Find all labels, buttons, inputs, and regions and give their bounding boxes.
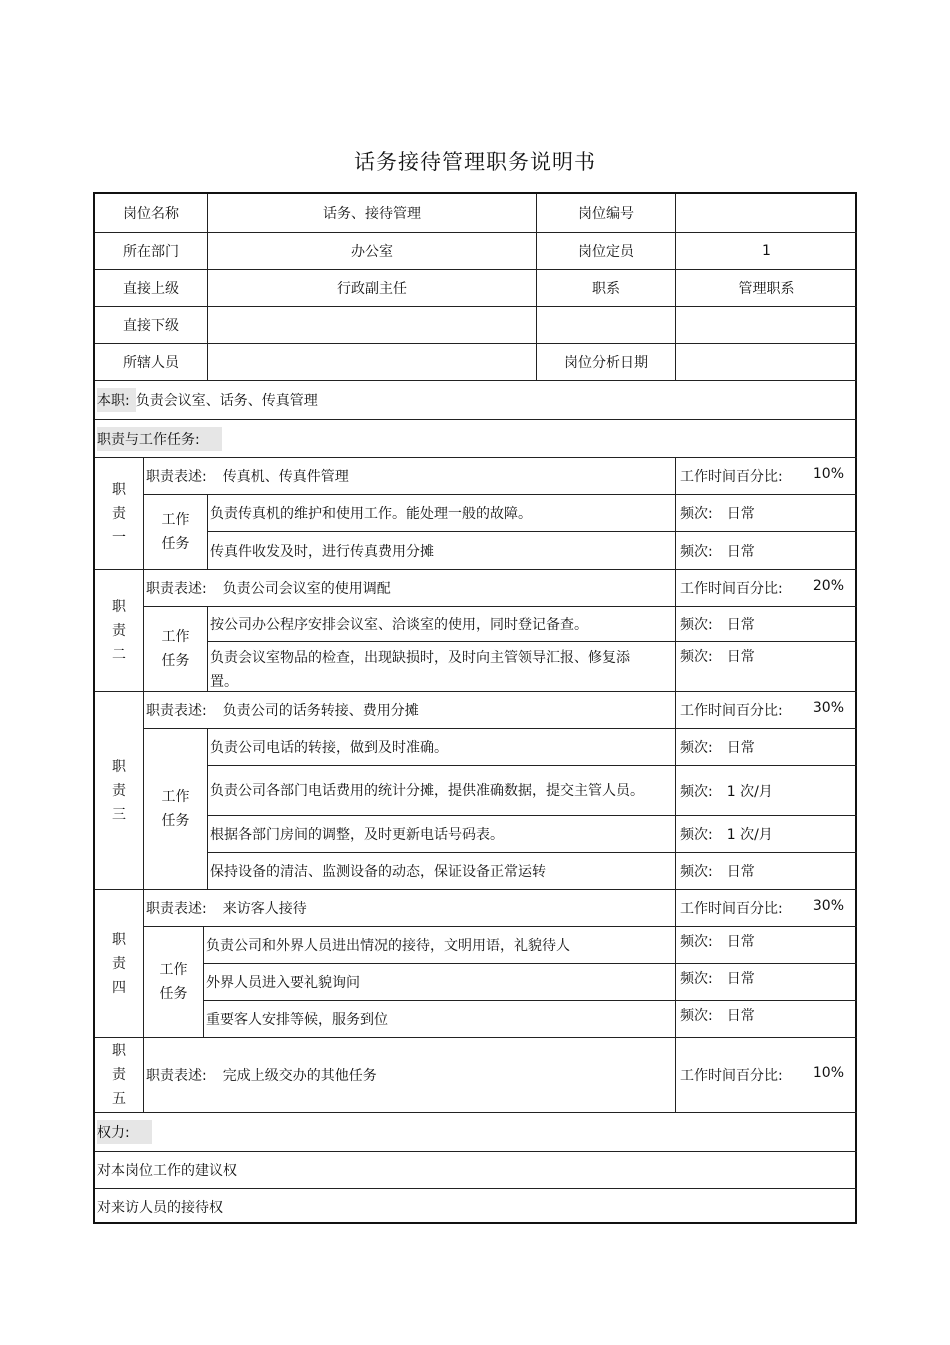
duties-label: 职责与工作任务: bbox=[97, 427, 222, 451]
managed-label: 所辖人员 bbox=[95, 343, 207, 380]
task-4-2-freq: 频次: 日常 bbox=[675, 963, 857, 1000]
post-no-value bbox=[675, 194, 857, 232]
tasks-label: 工作 任务 bbox=[143, 606, 207, 691]
subordinate-label: 直接下级 bbox=[95, 306, 207, 343]
tasks-label: 工作 任务 bbox=[143, 728, 207, 889]
duty-row bbox=[95, 380, 857, 419]
responsibility-1-name: 职 责 一 bbox=[95, 457, 143, 569]
task-3-2-freq: 频次: 1 次/月 bbox=[675, 765, 857, 815]
series-value: 管理职系 bbox=[675, 269, 857, 306]
post-name-label: 岗位名称 bbox=[123, 206, 179, 222]
responsibility-5-desc: 职责表述: 完成上级交办的其他任务 bbox=[143, 1037, 675, 1112]
post-name-value: 话务、接待管理 bbox=[207, 194, 536, 232]
responsibility-4-pct: 工作时间百分比: 30% bbox=[675, 889, 857, 926]
headcount-label: 岗位定员 bbox=[536, 232, 675, 269]
responsibility-5-name: 职 责 五 bbox=[95, 1037, 143, 1112]
responsibility-1-desc: 职责表述: 传真机、传真件管理 bbox=[143, 457, 675, 494]
responsibility-2-pct: 工作时间百分比: 20% bbox=[675, 569, 857, 606]
responsibility-4-name: 职 责 四 bbox=[95, 889, 143, 1037]
task-3-3-freq: 频次: 1 次/月 bbox=[675, 815, 857, 852]
job-description-table bbox=[93, 192, 857, 1224]
headcount-value: 1 bbox=[675, 232, 857, 269]
authority-item-2: 对来访人员的接待权 bbox=[95, 1188, 857, 1224]
responsibility-3-name: 职 责 三 bbox=[95, 691, 143, 889]
dept-value: 办公室 bbox=[207, 232, 536, 269]
managed-value bbox=[207, 343, 536, 380]
responsibility-2-name: 职 责 二 bbox=[95, 569, 143, 691]
superior-label: 直接上级 bbox=[95, 269, 207, 306]
responsibility-3-desc: 职责表述: 负责公司的话务转接、费用分摊 bbox=[143, 691, 675, 728]
responsibility-4-desc: 职责表述: 来访客人接待 bbox=[143, 889, 675, 926]
responsibility-5-pct: 工作时间百分比: 10% bbox=[675, 1037, 857, 1112]
analysis-date-value bbox=[675, 343, 857, 380]
subordinate-value bbox=[207, 306, 536, 343]
authority-item-1: 对本岗位工作的建议权 bbox=[95, 1151, 857, 1188]
authority-header bbox=[95, 1112, 857, 1151]
task-4-2: 外界人员进入要礼貌询问 bbox=[203, 963, 675, 1000]
authority-label: 权力: bbox=[97, 1120, 152, 1144]
task-3-3: 根据各部门房间的调整，及时更新电话号码表。 bbox=[207, 815, 675, 852]
task-2-1-freq: 频次: 日常 bbox=[675, 606, 857, 641]
series-label: 职系 bbox=[536, 269, 675, 306]
task-1-2-freq: 频次: 日常 bbox=[675, 531, 857, 569]
task-3-2: 负责公司各部门电话费用的统计分摊，提供准确数据，提交主管人员。 bbox=[207, 765, 675, 815]
task-2-2: 负责会议室物品的检查，出现缺损时，及时向主管领导汇报、修复添置。 bbox=[207, 641, 675, 691]
task-4-3-freq: 频次: 日常 bbox=[675, 1000, 857, 1037]
duties-header bbox=[95, 419, 857, 457]
task-4-3: 重要客人安排等候，服务到位 bbox=[203, 1000, 675, 1037]
task-3-4: 保持设备的清洁、监测设备的动态，保证设备正常运转 bbox=[207, 852, 675, 889]
blank-cell bbox=[536, 306, 675, 343]
task-3-1-freq: 频次: 日常 bbox=[675, 728, 857, 765]
duty-label: 本职: bbox=[97, 388, 136, 412]
task-4-1-freq: 频次: 日常 bbox=[675, 926, 857, 963]
task-4-1: 负责公司和外界人员进出情况的接待，文明用语，礼貌待人 bbox=[203, 926, 675, 963]
tasks-label: 工作 任务 bbox=[143, 926, 203, 1037]
dept-label: 所在部门 bbox=[95, 232, 207, 269]
blank-cell bbox=[675, 306, 857, 343]
responsibility-2-desc: 职责表述: 负责公司会议室的使用调配 bbox=[143, 569, 675, 606]
task-1-1: 负责传真机的维护和使用工作。能处理一般的故障。 bbox=[207, 494, 675, 531]
task-1-2: 传真件收发及时，进行传真费用分摊 bbox=[207, 531, 675, 569]
task-1-1-freq: 频次: 日常 bbox=[675, 494, 857, 531]
task-3-1: 负责公司电话的转接，做到及时准确。 bbox=[207, 728, 675, 765]
tasks-label: 工作 任务 bbox=[143, 494, 207, 569]
responsibility-1-pct: 工作时间百分比: 10% bbox=[675, 457, 857, 494]
responsibility-3-pct: 工作时间百分比: 30% bbox=[675, 691, 857, 728]
document-title: 话务接待管理职务说明书 bbox=[354, 150, 596, 174]
analysis-date-label: 岗位分析日期 bbox=[536, 343, 675, 380]
post-no-label: 岗位编号 bbox=[536, 194, 675, 232]
duty-text: 负责会议室、话务、传真管理 bbox=[135, 393, 318, 409]
task-2-2-freq: 频次: 日常 bbox=[675, 641, 857, 691]
superior-value: 行政副主任 bbox=[207, 269, 536, 306]
task-3-4-freq: 频次: 日常 bbox=[675, 852, 857, 889]
task-2-1: 按公司办公程序安排会议室、洽谈室的使用，同时登记备查。 bbox=[207, 606, 675, 641]
